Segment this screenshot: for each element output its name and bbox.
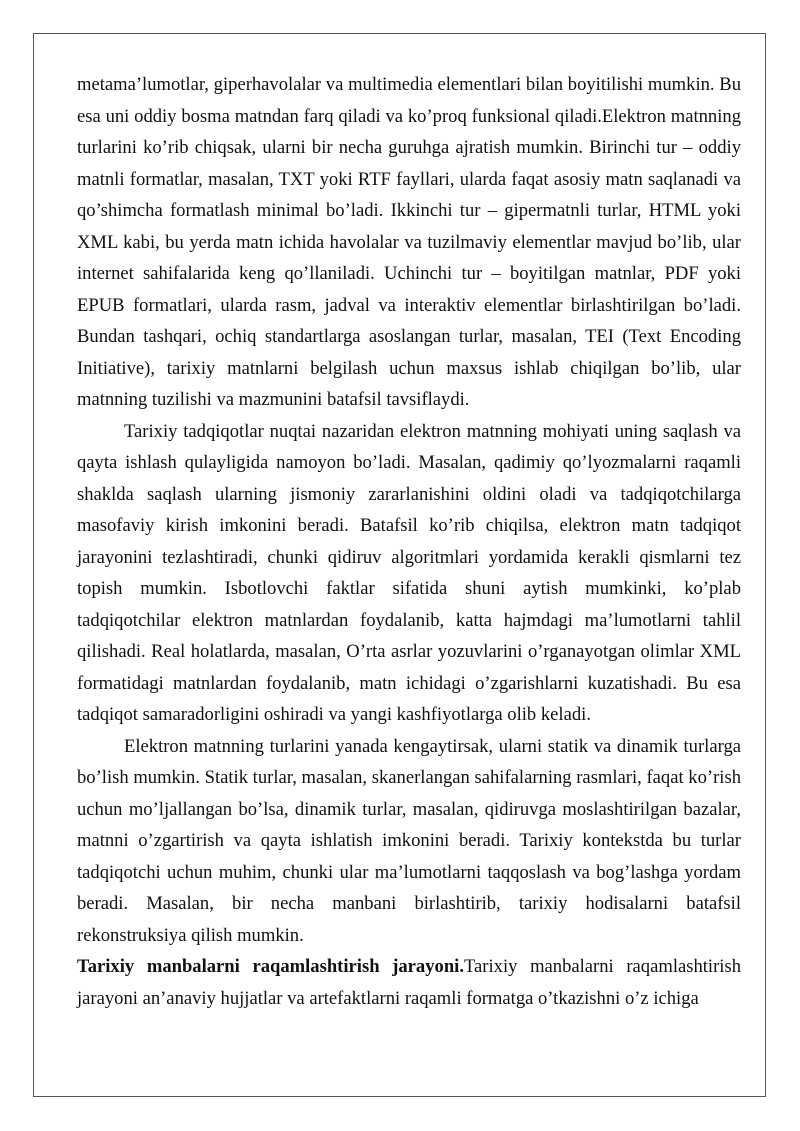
section-paragraph <box>77 951 741 1014</box>
paragraph-static-dynamic-types: Elektron matnning turlarini yanada kengaytirsak, ularni statik va dinamik turlarga bo’lish mumkin. Statik turlar, masalan, skanerlangan sahifalarning rasmlari, faqat ko’rish uchun mo’ljallangan bo’lsa, dinamik turlar, masalan, qidiruvga moslashtirilgan bazalar, matnni o’zgartirish va qayta ishlatish imkonini beradi. Tarixiy kontekstda bu turlar tadqiqotchi uchun muhim, chunki ular ma’lumotlarni taqqoslash va bog’lashga yordam beradi. Masalan, bir necha manbani birlashtirib, tarixiy hodisalarni batafsil rekonstruksiya qilish mumkin. <box>77 735 741 946</box>
paragraph-continuation: metama’lumotlar, giperhavolalar va multimedia elementlari bilan boyitilishi mumkin. Bu esa uni oddiy bosma matndan farq qiladi va ko’proq funksional qiladi.Elektron matnning turlarini ko’rib chiqsak, ularni bir necha guruhga ajratish mumkin. Birinchi tur – oddiy matnli formatlar, masalan, TXT yoki RTF fayllari, ularda faqat asosiy matn saqlanadi va qo’shimcha formatlash minimal bo’ladi. Ikkinchi tur – gipermatnli turlar, HTML yoki XML kabi, bu yerda matn ichida havolalar va tuzilmaviy elementlar mavjud bo’lib, ular internet sahifalarida keng qo’llaniladi. Uchinchi tur – boyitilgan matnlar, PDF yoki EPUB formatlari, ularda rasm, jadval va interaktiv elementlar birlashtirilgan bo’ladi. Bundan tashqari, ochiq standartlarga asoslangan turlar, masalan, TEI (Text Encoding Initiative), tarixiy matnlarni belgilash uchun maxsus ishlab chiqilgan bo’lib, ular matnning tuzilishi va mazmunini batafsil tavsiflaydi. <box>77 74 741 410</box>
section-heading: Tarixiy manbalarni raqamlashtirish jarayoni. <box>77 956 464 977</box>
paragraph-research-perspective: Tarixiy tadqiqotlar nuqtai nazaridan elektron matnning mohiyati uning saqlash va qayta ishlash qulayligida namoyon bo’ladi. Masalan, qadimiy qo’lyozmalarni raqamli shaklda saqlash ularning jismoniy zararlanishini oldini oladi va tadqiqotchilarga masofaviy kirish imkonini beradi. Batafsil ko’rib chiqilsa, elektron matn tadqiqot jarayonini tezlashtiradi, chunki qidiruv algoritmlari yordamida kerakli qismlarni tez topish mumkin. Isbotlovchi faktlar sifatida shuni aytish mumkinki, ko’plab tadqiqotchilar elektron matnlardan foydalanib, katta hajmdagi ma’lumotlarni tahlil qilishadi. Real holatlarda, masalan, O’rta asrlar yozuvlarini o’rganayotgan olimlar XML formatidagi matnlardan foydalanib, matn ichidagi o’zgarishlarni kuzatishadi. Bu esa tadqiqot samaradorligini oshiradi va yangi kashfiyotlarga olib keladi. <box>77 420 741 725</box>
section-text: Tarixiy manbalarni raqamlashtirish jarayoni an’anaviy hujjatlar va artefaktlarni raqamli formatga o’tkazishni o’z ichiga <box>77 956 741 1009</box>
document-body <box>77 69 741 1014</box>
